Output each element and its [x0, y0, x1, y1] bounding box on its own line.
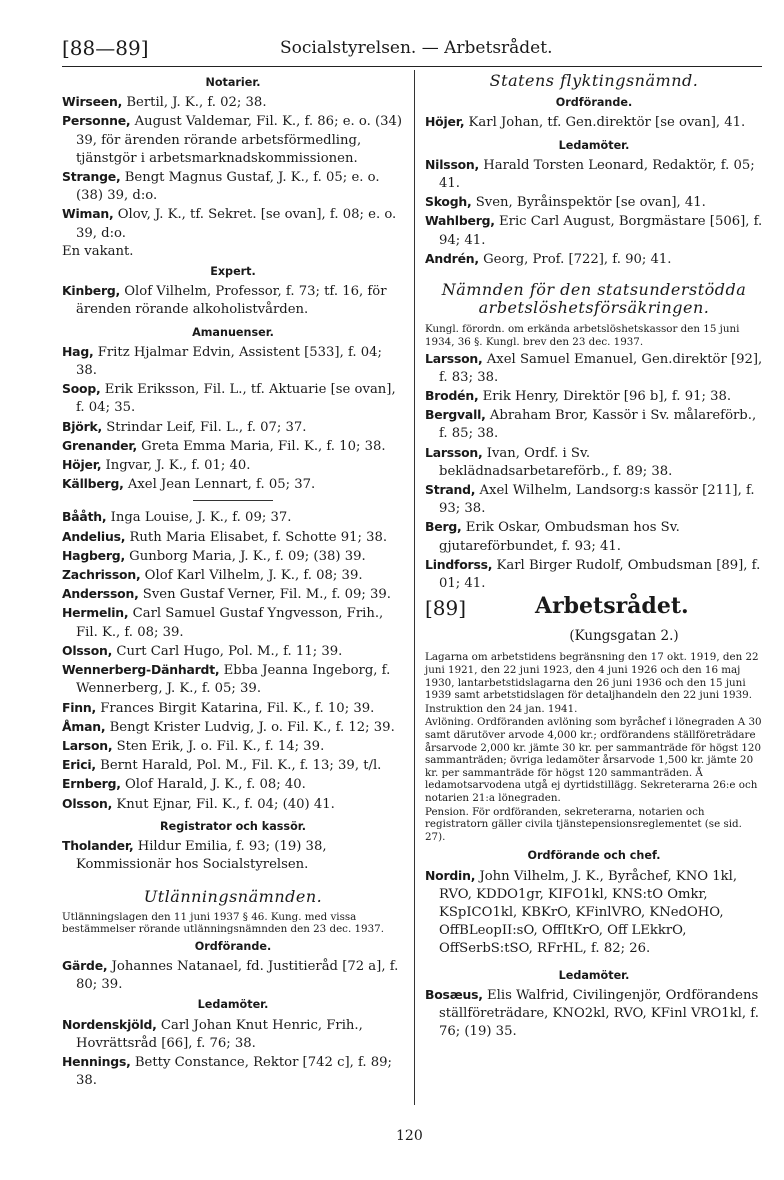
entry-text: Frances Birgit Katarina, Fil. K., f. 10; 39.	[100, 700, 375, 716]
list-item	[62, 437, 404, 456]
section-heading-amanuenser: Amanuenser.	[192, 325, 274, 339]
flykting-ordf-list	[425, 113, 763, 132]
entry-name: Erici,	[62, 757, 96, 773]
namnden-title-line1: Nämnden för den statsunderstödda	[441, 280, 747, 300]
arbetsradet-ordf-list	[425, 867, 763, 959]
entry-name: Bergvall,	[425, 407, 486, 423]
entry-name: Zachrisson,	[62, 567, 141, 583]
entry-name: Lindforss,	[425, 556, 493, 572]
entry-name: Larson,	[62, 737, 113, 753]
section-heading-registrator: Registrator och kassör.	[160, 819, 306, 833]
page-header	[62, 36, 762, 62]
entry-text: Hildur Emilia, f. 93; (19) 38, Kommissionär hos Socialstyrelsen.	[76, 838, 327, 873]
expert-list	[62, 282, 404, 319]
arbetsradet-note-2: Instruktion den 24 jan. 1941.	[425, 702, 578, 715]
entry-name: Hag,	[62, 343, 94, 359]
section-heading-ordforande: Ordförande.	[194, 939, 272, 953]
entry-text: Carl Johan Knut Henric, Frih., Hovrättsråd [66], f. 76; 38.	[76, 1017, 363, 1051]
entry-text: Erik Henry, Direktör [96 b], f. 91; 38.	[482, 389, 732, 405]
utlanning-led-list	[62, 1016, 404, 1091]
entry-name: Skogh,	[425, 194, 472, 210]
entry-name: Soop,	[62, 381, 101, 397]
entry-name: Nordin,	[425, 867, 476, 883]
entry-text: Carl Samuel Gustaf Yngvesson, Frih., Fil. K., f. 08; 39.	[76, 606, 384, 640]
utlanning-ordf-list	[62, 957, 404, 994]
entry-name: Ernberg,	[62, 776, 121, 792]
entry-text: Ivan, Ordf. i Sv. beklädnadsarbetareförb., f. 89; 38.	[439, 445, 673, 479]
list-item	[425, 387, 763, 406]
header-rule	[62, 66, 762, 67]
entry-name: Brodén,	[425, 388, 479, 404]
entry-text: Harald Torsten Leonard, Redaktör, f. 05; 41.	[439, 157, 755, 192]
list-item	[425, 212, 763, 249]
entry-text: Olof Harald, J. K., f. 08; 40.	[124, 777, 306, 793]
list-item	[62, 343, 404, 380]
entry-text: Bertil, J. K., f. 02; 38.	[126, 95, 267, 111]
list-item	[425, 518, 763, 555]
entry-text: Olof Karl Vilhelm, J. K., f. 08; 39.	[144, 568, 363, 584]
entry-text: Erik Eriksson, Fil. L., tf. Aktuarie [se ovan], f. 04; 35.	[76, 382, 396, 416]
list-item	[62, 168, 404, 205]
entry-name: Strange,	[62, 169, 121, 185]
entry-name: Hagberg,	[62, 547, 125, 563]
arbetsradet-note-4: Pension. För ordföranden, sekreterarna, notarien och registratorn gäller civila tjänstepensionsreglementet (se sid. 27).	[425, 805, 742, 843]
list-item	[425, 156, 763, 193]
list-item	[62, 642, 404, 661]
arbetsradet-address: (Kungsgatan 2.)	[569, 628, 679, 645]
list-item	[62, 282, 404, 319]
entry-name: Bååth,	[62, 509, 107, 525]
entry-text: Bengt Krister Ludvig, J. o. Fil. K., f. 12; 39.	[109, 719, 395, 735]
section-heading-ledamoter: Ledamöter.	[558, 968, 630, 982]
entry-text: August Valdemar, Fil. K., f. 86; e. o. (34) 39, för ärenden rörande arbetsförmedling, tjänstgör i arbetsmarknadskommissionen.	[76, 114, 403, 166]
list-item	[62, 604, 404, 641]
entry-name: Nordenskjöld,	[62, 1016, 157, 1032]
entry-text: Bernt Harald, Pol. M., Fil. K., f. 13; 39, t/l.	[100, 758, 382, 774]
entry-text: Georg, Prof. [722], f. 90; 41.	[483, 251, 672, 267]
entry-text: Erik Oskar, Ombudsman hos Sv. gjutareförbundet, f. 93; 41.	[439, 520, 680, 554]
namnden-list	[425, 350, 763, 594]
list-item	[425, 250, 763, 269]
entry-text: Axel Jean Lennart, f. 05; 37.	[127, 477, 316, 493]
entry-text: Axel Samuel Emanuel, Gen.direktör [92], f. 83; 38.	[439, 351, 763, 385]
entry-text: Curt Carl Hugo, Pol. M., f. 11; 39.	[116, 643, 343, 659]
page-range: [88—89]	[62, 36, 149, 60]
entry-name: Gärde,	[62, 957, 108, 973]
arbetsradet-note-3: Avlöning. Ordföranden avlöning som byråchef i lönegraden A 30 samt därutöver arvode 4,000 kr.; ordförandens ställföreträdare årsarvode 2,000 kr. jämte 30 kr. per sammanträde för högst 120 sammanträden; övriga ledamöter årsarvode 1,500 kr. jämte 20 kr. per sammanträde för högst 120 sammanträden. Å ledamotsarvodena utgå ej dyrtidstillägg. Sekreterarna 26:e och notarien 21:a lönegraden.	[425, 716, 762, 804]
namnden-note: Kungl. förordn. om erkända arbetslöshetskassor den 15 juni 1934, 36 §. Kungl. brev den 23 dec. 1937.	[425, 323, 740, 349]
entry-text: Eric Carl August, Borgmästare [506], f. 94; 41.	[439, 214, 763, 248]
entry-name: Nilsson,	[425, 156, 480, 172]
entry-text: Fritz Hjalmar Edvin, Assistent [533], f. 04; 38.	[76, 344, 382, 379]
entry-name: Kinberg,	[62, 283, 121, 299]
section-heading-expert: Expert.	[210, 265, 256, 279]
list-item	[62, 756, 404, 775]
entry-name: Wahlberg,	[425, 213, 495, 229]
utlanningsnamnden-title: Utlänningsnämnden.	[143, 887, 323, 907]
entry-text: Betty Constance, Rektor [742 c], f. 89; 38.	[76, 1054, 392, 1089]
list-item	[62, 112, 404, 168]
entry-text: Sven Gustaf Verner, Fil. M., f. 09; 39.	[142, 587, 391, 603]
section-heading-ordforande: Ordförande.	[555, 96, 633, 110]
entry-text: Ebba Jeanna Ingeborg, f. Wennerberg, J. K., f. 05; 39.	[76, 663, 391, 697]
entry-text: Knut Ejnar, Fil. K., f. 04; (40) 41.	[116, 796, 335, 812]
running-title: Socialstyrelsen. — Arbetsrådet.	[280, 38, 553, 58]
entry-name: Larsson,	[425, 444, 483, 460]
section-divider	[193, 500, 273, 501]
entry-text: Sten Erik, J. o. Fil. K., f. 14; 39.	[116, 738, 325, 754]
list-item	[62, 205, 404, 242]
list-item	[62, 508, 404, 527]
list-item	[425, 350, 763, 387]
arbetsradet-note-1: Lagarna om arbetstidens begränsning den 17 okt. 1919, den 22 juni 1921, den 22 juni 1923, den 4 juni 1926 och den 16 maj 1930, lantarbetstidslagarna den 26 juni 1936 och den 15 juni 1939 samt arbetstidslagen för detaljhandeln den 22 juni 1939.	[425, 651, 759, 702]
list-item	[62, 1053, 404, 1090]
right-column	[425, 72, 763, 1041]
entry-text: Karl Birger Rudolf, Ombudsman [89], f. 01; 41.	[439, 557, 761, 592]
list-item	[425, 193, 763, 212]
section-heading-notarier: Notarier.	[205, 76, 261, 89]
entry-text: Karl Johan, tf. Gen.direktör [se ovan], 41.	[468, 115, 746, 131]
list-item	[62, 661, 404, 698]
list-item	[62, 585, 404, 604]
entry-name: Wirseen,	[62, 94, 123, 110]
list-item	[425, 986, 763, 1042]
entry-name: Olsson,	[62, 795, 113, 811]
list-item	[425, 556, 763, 593]
section-heading-ledamoter: Ledamöter.	[197, 998, 269, 1012]
entry-name: Finn,	[62, 699, 97, 715]
entry-name: Hermelin,	[62, 605, 129, 621]
entry-name: Wennerberg-Dänhardt,	[62, 662, 220, 678]
entry-text: Gunborg Maria, J. K., f. 09; (38) 39.	[129, 548, 366, 564]
list-item	[62, 795, 404, 814]
entry-text: Inga Louise, J. K., f. 09; 37.	[110, 510, 292, 526]
notarier-list	[62, 93, 404, 261]
amanuenser-list	[62, 343, 404, 495]
entry-name: Berg,	[425, 519, 462, 535]
arbetsradet-led-list	[425, 986, 763, 1042]
page-number: 120	[396, 1128, 423, 1144]
entry-name: Wiman,	[62, 206, 114, 222]
list-item	[62, 566, 404, 585]
entry-text: Ingvar, J. K., f. 01; 40.	[105, 458, 251, 474]
registrator-list	[62, 837, 404, 874]
entry-text: Strindar Leif, Fil. L., f. 07; 37.	[106, 419, 307, 435]
list-item	[62, 380, 404, 417]
list-item	[62, 957, 404, 994]
list-item	[62, 456, 404, 475]
entry-name: Grenander,	[62, 437, 137, 453]
list-item	[62, 528, 404, 547]
list-item	[62, 547, 404, 566]
list-item	[62, 243, 404, 261]
entry-name: Källberg,	[62, 476, 124, 492]
entry-name: Höjer,	[62, 457, 102, 473]
entry-name: Andelius,	[62, 528, 126, 544]
section-heading-ordforande-chef: Ordförande och chef.	[527, 849, 661, 863]
list-item	[62, 1016, 404, 1053]
entry-text: Axel Wilhelm, Landsorg:s kassör [211], f. 93; 38.	[439, 483, 755, 517]
entry-name: Bosæus,	[425, 986, 483, 1002]
entry-name: Höjer,	[425, 114, 465, 130]
list-item	[62, 699, 404, 718]
entry-text: Sven, Byråinspektör [se ovan], 41.	[475, 195, 706, 211]
entry-text: Ruth Maria Elisabet, f. Schotte 91; 38.	[129, 529, 388, 545]
list-item	[62, 775, 404, 794]
entry-text: Elis Walfrid, Civilingenjör, Ordförandens ställföreträdare, KNO2kl, RVO, KFinl VRO1kl, f. 76; (19) 35.	[439, 987, 759, 1040]
entry-name: Larsson,	[425, 350, 483, 366]
list-item	[425, 867, 763, 959]
list-item	[62, 475, 404, 494]
flyktingsnamnd-title: Statens flyktingsnämnd.	[489, 71, 699, 90]
entry-name: Tholander,	[62, 837, 134, 853]
list-item	[62, 718, 404, 737]
column-divider	[414, 70, 415, 1105]
list-item	[425, 113, 763, 132]
entry-text: Abraham Bror, Kassör i Sv. målareförb., f. 85; 38.	[439, 408, 757, 442]
entry-text: Olov, J. K., tf. Sekret. [se ovan], f. 08; e. o. 39, d:o.	[76, 207, 397, 241]
entry-name: Andrén,	[425, 250, 479, 266]
entry-name: Björk,	[62, 418, 103, 434]
entry-name: Strand,	[425, 482, 476, 498]
arbetsradet-number: [89]	[425, 596, 467, 621]
list-item	[425, 481, 763, 518]
arbetsradet-heading	[425, 593, 763, 627]
entry-text: John Vilhelm, J. K., Byråchef, KNO 1kl, RVO, KDDO1gr, KIFO1kl, KNS:tO Omkr, KSpICO1kl, KBKrO, KFinlVRO, KNedOHO, OffBLeopII:sO, OffItKrO, Off LEkkrO, OffSerbS:tSO, RFrHL, f. 82; 26.	[439, 868, 738, 957]
list-item	[62, 418, 404, 437]
entry-name: Personne,	[62, 113, 131, 129]
entry-name: Olsson,	[62, 642, 113, 658]
flykting-led-list	[425, 156, 763, 269]
list-item	[62, 93, 404, 112]
arbetsradet-title: Arbetsrådet.	[535, 593, 689, 620]
list-item	[62, 737, 404, 756]
list-item	[425, 406, 763, 443]
amanuenser-list-2	[62, 508, 404, 813]
list-item	[425, 444, 763, 481]
entry-text: Johannes Natanael, fd. Justitieråd [72 a], f. 80; 39.	[76, 958, 399, 993]
list-item	[62, 837, 404, 874]
entry-name: Hennings,	[62, 1053, 131, 1069]
entry-text: Bengt Magnus Gustaf, J. K., f. 05; e. o. (38) 39, d:o.	[76, 170, 380, 204]
entry-text: En vakant.	[62, 243, 134, 259]
section-heading-ledamoter: Ledamöter.	[558, 138, 630, 152]
entry-text: Greta Emma Maria, Fil. K., f. 10; 38.	[141, 438, 386, 454]
left-column	[62, 72, 404, 1090]
entry-text: Olof Vilhelm, Professor, f. 73; tf. 16, för ärenden rörande alkoholistvården.	[76, 284, 387, 318]
utlanning-note: Utlänningslagen den 11 juni 1937 § 46. Kung. med vissa bestämmelser rörande utlänningsnämnden den 23 dec. 1937.	[62, 910, 384, 936]
namnden-title-line2: arbetslöshetsförsäkringen.	[478, 298, 710, 318]
entry-name: Åman,	[62, 718, 106, 734]
entry-name: Andersson,	[62, 586, 139, 602]
